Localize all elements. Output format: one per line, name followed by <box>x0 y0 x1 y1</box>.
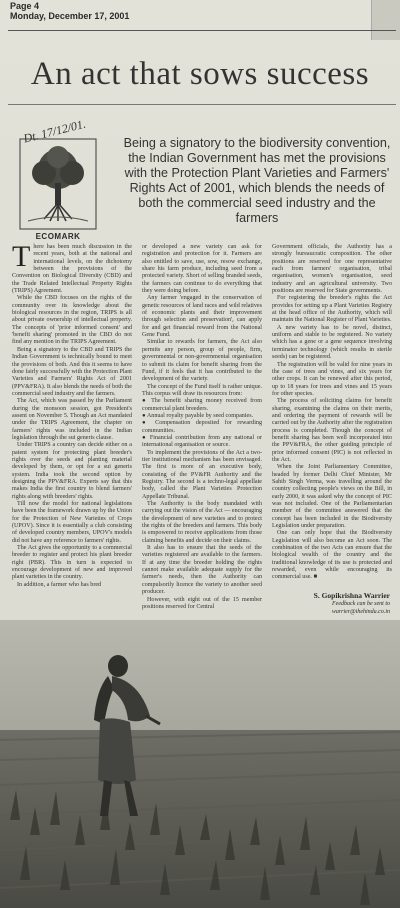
paragraph: Till now the model for national legislations have been the framework drawn up by the Union for the Protection of New Varieties of Crops (UPOV). Since it is essentially a club consisting of developed country members, UPOV's models did not have any reference to farmers' rights. <box>12 501 132 544</box>
tree-icon <box>28 146 88 221</box>
author-name: S. Gopikrishna Warrier <box>313 591 390 600</box>
feedback-note: Feedback can be sent to <box>332 601 390 607</box>
paragraph: There has been much discussion in the recent years, both at the national and international levels, on the dichotomy between the provisions of the Convention on Biological Diversity (CBD) and the Trade Related Intellectual Property Rights (TRIPS) Agreement. <box>12 240 132 295</box>
logo-label: ECOMARK <box>35 232 81 241</box>
paragraph: One can only hope that the Biodiversity Legislation will also become an Act soon. The combination of the two Acts can ensure that the biological wealth of the country and the traditional knowledge of its use is protected and rewarded, even while encouraging its commercial use. ■ <box>272 530 392 581</box>
paragraph: Being a signatory to the CBD and TRIPS the Indian Government is technically bound to meet the provisions of both. And this it seems to have done fairly successfully with the Protection Plant Varieties and Farmers' Rights Act of 2001 (PPV&FRA). It also blends the needs of both the commercial seed industry and the farmers. <box>12 346 132 397</box>
feedback-email: warrier@thehindu.co.in <box>331 609 390 615</box>
article-column-1 <box>12 240 132 590</box>
bullet-item: ● Compensation deposited for rewarding communities. <box>142 420 262 434</box>
headline: An act that sows success <box>30 56 370 92</box>
paragraph: The concept of the Fund itself is rather unique. This corpus will draw its resources from: <box>142 383 262 397</box>
paragraph: The registration will be valid for nine years in the case of trees and vines, and six years for other crops. It can be renewed after this period, up to 18 years for trees and vines and 15 years for other species. <box>272 361 392 397</box>
bullet-item: ● Financial contribution from any national or international organisation or source. <box>142 434 262 449</box>
paragraph: Under TRIPS a country can decide either on a patent system for protecting plant breeder's rights over the seeds and planting material developed by them, or opt for a sui generis system. India took the second option by designing the PPV&FRA. Experts say that this makes India the first country to blend farmers' rights along with breeders' rights. <box>12 442 132 500</box>
bullet-item: ● Annual royalty payable by seed companies. <box>142 412 254 419</box>
deck-subheadline: Being a signatory to the biodiversity convention, the Indian Government has met the provisions with the Protection Plant Varieties and Farmers' Rights Act of 2001, which blends the needs of both the commercial seed industry and the farmers <box>123 136 391 225</box>
paragraph: Any farmer 'engaged in the conservation of genetic resources of land races and wild relatives of economic plants and their improvement through selection and preservation', can apply for and get financial reward from the National Gene Fund. <box>142 295 262 339</box>
article-column-2 <box>142 244 262 610</box>
paragraph: However, with eight out of the 15 member positions reserved for Central <box>142 596 262 610</box>
paragraph: Similar to rewards for farmers, the Act also permits any person, group of people, firm, governmental or non-governmental organisation to submit its claim for benefit sharing from the Fund, if it feels that it has contributed to the development of the variety. <box>142 339 262 383</box>
article-column-3 <box>272 244 392 590</box>
page-corner-tab <box>371 0 400 40</box>
author-byline <box>272 592 390 616</box>
bullet-item: ● The benefit sharing money received from commercial plant breeders. <box>142 398 262 412</box>
paragraph: The process of soliciting claims for benefit sharing, examining the claims on their merits, and ordering the payment of rewards will be carried out by the Authority after the registration process is completed. Though the concept of benefit sharing has been well incorporated into the PPV&FRA, the other guiding principle of prior informed consent (PIC) is not reflected in the Act. <box>272 398 392 463</box>
top-rule <box>8 30 396 31</box>
paragraph: In addition, a farmer who has bred <box>17 581 102 588</box>
paragraph: To implement the provisions of the Act a two-tier institutional mechanism has been envisaged. The first is more of an executive body, consisting of the PV&FR Authority and the Registry. The second is a techno-legal appellate body, called the Plant Varieties Protection Appellate Tribunal. <box>142 449 262 500</box>
field-photo <box>0 620 400 908</box>
paragraph: The Act gives the opportunity to a commercial breeder to register and protect his plant breeder right (PBR). This in turn is expected to encourage development of new and improved plant varieties in the country. <box>12 545 132 581</box>
paragraph: For registering the breeder's rights the Act provides for setting up a Plant Varieties Registry at the head office of the Authority, which will maintain the National Register of Plant Varieties. <box>272 295 392 324</box>
paragraph: Government officials, the Authority has a strongly bureaucratic composition. The other positions are reserved for one representative each from farmers' organisation, tribal organisation, women's organisation, seed industry and an agricultural university. Two positions are reserved for State governments. <box>272 244 392 295</box>
folio <box>10 1 129 21</box>
paragraph: A new variety has to be novel, distinct, uniform and stable to be registered. No variety which has a gene or a gene sequence involving terminator technology (which results in sterile seeds) can be registered. <box>272 324 392 361</box>
page-number: Page 4 <box>10 1 40 11</box>
issue-date: Monday, December 17, 2001 <box>10 11 130 21</box>
paragraph: When the Joint Parliamentary Committee, headed by former Delhi Chief Minister, Mr Sahib Singh Verma, was travelling around the country collecting people's views on the Bill, in early 2000, it was asked why the concept of PIC was not included. One of the Parliamentarian member of the committee answered that the concept has been included in the Biodiversity Legislation under preparation. <box>272 464 392 530</box>
drop-cap: T <box>12 240 31 273</box>
paragraph: or developed a new variety can ask for registration and protection for it. Farmers are also entitled to save, use, sow, resow exchange, share his farm produce, including seed from a protected variety. Short of selling branded seeds, the farmers can continue to do everything that they were doing before. <box>142 244 262 295</box>
handwritten-date-note: Dt. 17/12/01. <box>22 116 88 146</box>
paragraph: It also has to ensure that the seeds of the varieties registered are available to the farmers. If at any time the breeder holding the rights cannot make available adequate supply for the farmer's needs, then the Authority can compulsorily licence the variety to another seed producer. <box>142 545 262 596</box>
paragraph: While the CBD focuses on the rights of the community over its knowledge about the biological resources in the region, TRIPS is all about private ownership of intellectual property. The concepts of 'prior informed consent' and 'benefit sharing' promoted in the CBD do not find any mention in the TRIPS Agreement. <box>12 295 132 346</box>
paragraph: The Authority is the body mandated with carrying out the vision of the Act — encouraging the development of new varieties and to protect the rights of the breeders and farmers. This body is empowered to receive applications from those claiming benefits and decide on their claims. <box>142 501 262 544</box>
headline-rule <box>8 104 396 105</box>
paragraph: The Act, which was passed by the Parliament during the monsoon session, got President's assent on November 5. Though an Act mandated under the TRIPS Agreement, the chapter on farmers' rights was included in the Indian legislation through the sui generis clause. <box>12 398 132 441</box>
ecomark-logo <box>14 135 102 235</box>
